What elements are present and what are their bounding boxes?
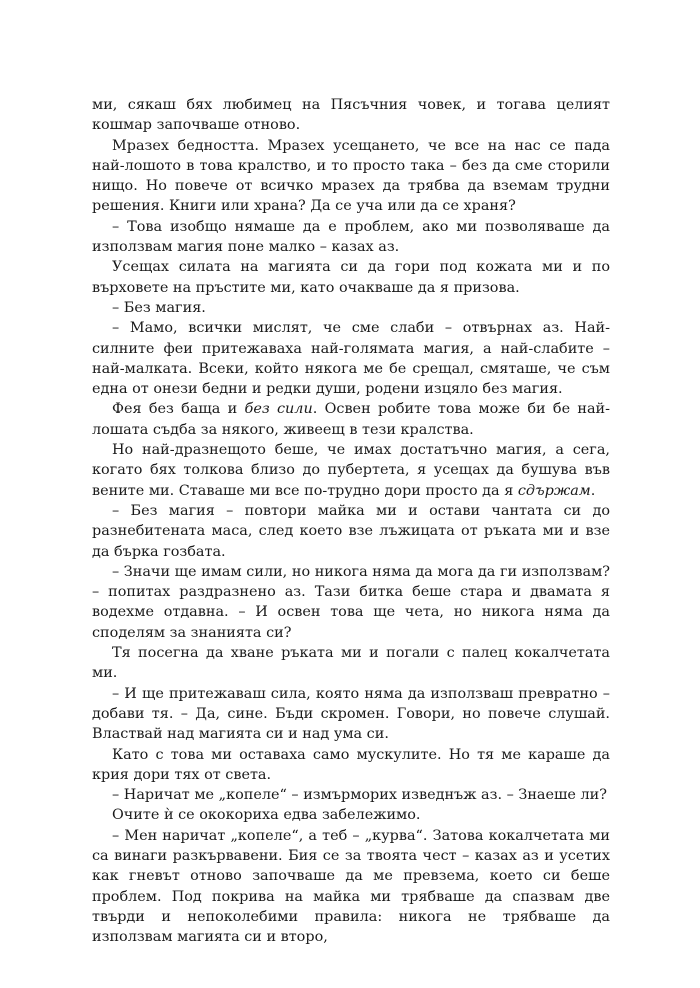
paragraph [92, 298, 610, 318]
paragraph [92, 399, 610, 440]
text-run: – Значи ще имам сили, но никога няма да мога да ги използвам? – попитах раздразнено аз. Тази битка беше стара и двамата я водехме отдавна. – И освен това ще чета, но никога няма да споделям за знанията си? [92, 563, 610, 641]
text-run: Тя посегна да хване ръката ми и погали с палец кокалчетата ми. [92, 645, 610, 682]
paragraph [92, 318, 610, 399]
text-run: Като с това ми оставаха само мускулите. Но тя ме караше да крия дори тях от света. [92, 746, 610, 783]
text-run: . Освен робите това може би бе най-лошата съдба за някого, живеещ в тези кралства. [92, 401, 610, 438]
paragraph [92, 643, 610, 684]
text-run: Фея без баща и [112, 401, 245, 418]
paragraph [92, 257, 610, 298]
paragraph [92, 684, 610, 745]
emphasis-text: сдържам [517, 482, 591, 499]
text-run: Усещах силата на магията си да гори под кожата ми и по върховете на пръстите ми, като очакваше да я призова. [92, 259, 610, 296]
paragraph [92, 440, 610, 501]
paragraph [92, 826, 610, 948]
paragraph [92, 562, 610, 643]
text-run: – Мен наричат „копеле“, а теб – „курва“. Затова кокалчетата ми са винаги разкървавени. Бия се за твоята чест – казах аз и усетих как гневът отново започваше да ме превзема, което си беше проблем. Под покрива на майка ми трябваше да спазвам две твърди и непоколебими правила: никога не трябваше да използвам магията си и второ, [92, 827, 610, 946]
paragraph [92, 785, 610, 805]
paragraph [92, 136, 610, 217]
paragraph [92, 217, 610, 258]
text-run: . [590, 482, 596, 499]
emphasis-text: без сили [244, 401, 313, 418]
text-run: – Мамо, всички мислят, че сме слаби – отвърнах аз. Най-силните феи притежаваха най-голямата магия, а най-слабите – най-малката. Всеки, който някога ме бе срещал, смяташе, че съм една от онези бедни и редки души, родени изцяло без магия. [92, 320, 610, 398]
text-run: Но най-дразнещото беше, че имах достатъчно магия, а сега, когато бях толкова близо до пубертета, я усещах да бушува във вените ми. Ставаше ми все по-трудно дори просто да я [92, 442, 610, 499]
paragraph [92, 805, 610, 825]
text-run: – Това изобщо нямаше да е проблем, ако ми позволяваше да използвам магия поне малко – казах аз. [92, 218, 610, 256]
text-run: – Без магия – повтори майка ми и остави чантата си до разнебитената маса, след което взе лъжицата от ръката ми и взе да бърка гозбата. [92, 502, 610, 560]
paragraph [92, 745, 610, 786]
paragraph [92, 95, 610, 136]
text-run: – И ще притежаваш сила, която няма да използваш превратно – добави тя. – Да, сине. Бъди скромен. Говори, но повече слушай. Властвай над магията си и над ума си. [92, 685, 610, 743]
paragraph [92, 501, 610, 562]
text-run: ми, сякаш бях любимец на Пясъчния човек, и тогава целият кошмар започваше отново. [92, 97, 610, 134]
text-run: Мразех бедността. Мразех усещането, че все на нас се пада най-лошото в това кралство, и то просто така – без да сме сторили нищо. Но повече от всичко мразех да трябва да вземам трудни решения. Книги или храна? Да се уча или да се храня? [92, 137, 610, 215]
text-run: – Без магия. [112, 299, 206, 316]
text-run: – Наричат ме „копеле“ – измърморих изведнъж аз. – Знаеше ли? [112, 787, 607, 804]
body-text [92, 95, 610, 947]
text-run: Очите ѝ се ококориха едва забележимо. [112, 807, 421, 824]
